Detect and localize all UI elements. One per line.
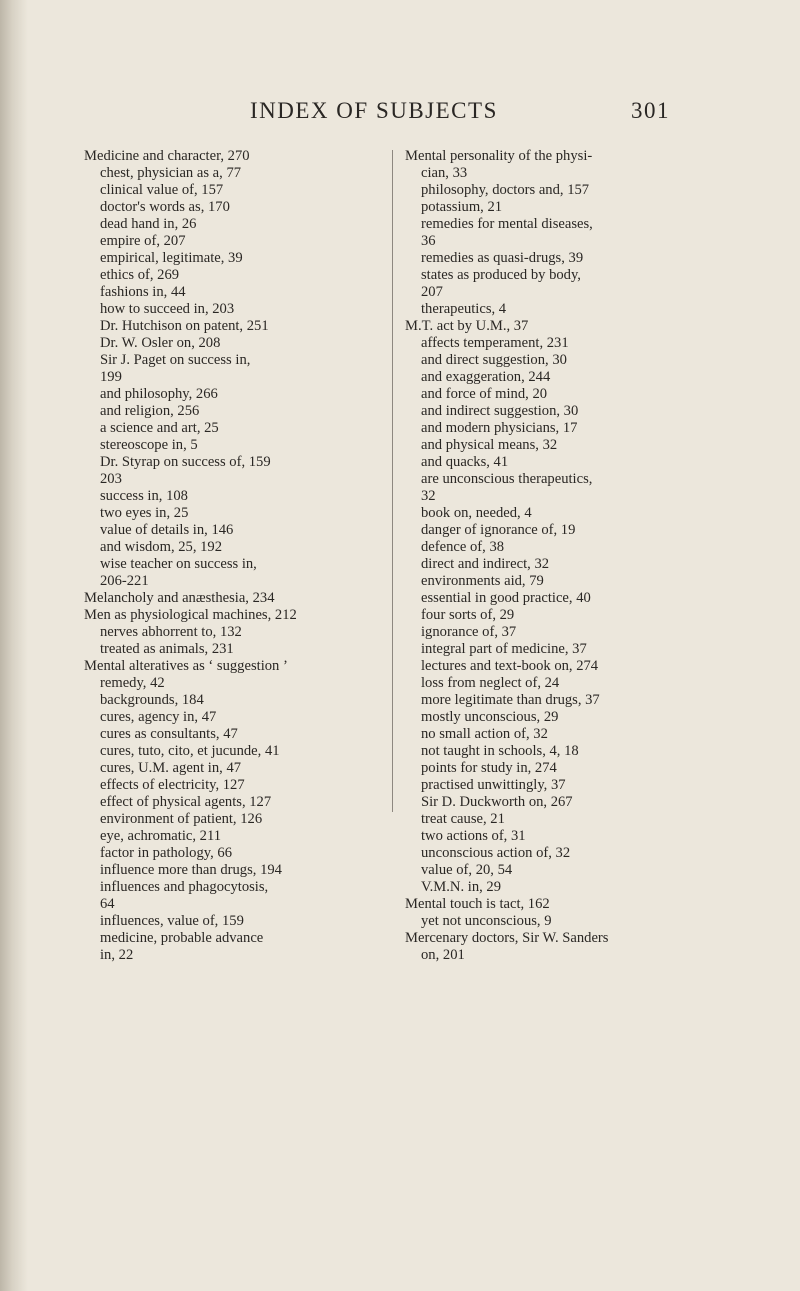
- index-entry-continuation: 64: [100, 896, 115, 912]
- index-subentry: states as produced by body,: [421, 267, 581, 283]
- index-subentry: value of details in, 146: [100, 522, 234, 538]
- column-divider: [392, 150, 393, 812]
- index-subentry: influence more than drugs, 194: [100, 862, 282, 878]
- index-entry-continuation: 207: [421, 284, 443, 300]
- index-subentry: and physical means, 32: [421, 437, 558, 453]
- index-column-left: [84, 148, 384, 964]
- index-subentry: therapeutics, 4: [421, 301, 507, 317]
- index-entry: Mental touch is tact, 162: [405, 896, 550, 912]
- index-subentry: treated as animals, 231: [100, 641, 234, 657]
- index-subentry: philosophy, doctors and, 157: [421, 182, 590, 198]
- index-subentry: two eyes in, 25: [100, 505, 189, 521]
- index-subentry: more legitimate than drugs, 37: [421, 692, 600, 708]
- index-subentry: not taught in schools, 4, 18: [421, 743, 579, 759]
- index-subentry: cures, agency in, 47: [100, 709, 217, 725]
- running-title: INDEX OF SUBJECTS: [250, 98, 498, 123]
- index-subentry: effects of electricity, 127: [100, 777, 245, 793]
- index-subentry: cures, tuto, cito, et jucunde, 41: [100, 743, 280, 759]
- index-subentry: and direct suggestion, 30: [421, 352, 567, 368]
- index-subentry: unconscious action of, 32: [421, 845, 571, 861]
- index-subentry: cures as consultants, 47: [100, 726, 238, 742]
- index-entry-continuation: on, 201: [421, 947, 465, 963]
- index-subentry: ethics of, 269: [100, 267, 180, 283]
- index-subentry: backgrounds, 184: [100, 692, 204, 708]
- index-subentry: Dr. Styrap on success of, 159: [100, 454, 271, 470]
- index-entry: Mental personality of the physi-: [405, 148, 593, 164]
- page-number: 301: [631, 98, 670, 123]
- index-subentry: a science and art, 25: [100, 420, 219, 436]
- index-subentry: fashions in, 44: [100, 284, 186, 300]
- index-subentry: four sorts of, 29: [421, 607, 515, 623]
- index-subentry: doctor's words as, 170: [100, 199, 230, 215]
- index-subentry: defence of, 38: [421, 539, 505, 555]
- index-subentry: nerves abhorrent to, 132: [100, 624, 242, 640]
- index-subentry: Sir D. Duckworth on, 267: [421, 794, 573, 810]
- index-entry-continuation: 206-221: [100, 573, 149, 589]
- index-subentry: empire of, 207: [100, 233, 186, 249]
- index-subentry: influences and phagocytosis,: [100, 879, 269, 895]
- index-subentry: Dr. Hutchison on patent, 251: [100, 318, 269, 334]
- index-subentry: cures, U.M. agent in, 47: [100, 760, 242, 776]
- index-column-right: [405, 148, 705, 964]
- index-entry: M.T. act by U.M., 37: [405, 318, 529, 334]
- index-subentry: remedies as quasi-drugs, 39: [421, 250, 584, 266]
- index-subentry: factor in pathology, 66: [100, 845, 232, 861]
- index-subentry: direct and indirect, 32: [421, 556, 550, 572]
- index-subentry: points for study in, 274: [421, 760, 557, 776]
- index-subentry: ignorance of, 37: [421, 624, 517, 640]
- index-subentry: influences, value of, 159: [100, 913, 244, 929]
- index-subentry: treat cause, 21: [421, 811, 505, 827]
- index-subentry: two actions of, 31: [421, 828, 526, 844]
- index-subentry: yet not unconscious, 9: [421, 913, 552, 929]
- index-subentry: affects temperament, 231: [421, 335, 569, 351]
- index-subentry: and modern physicians, 17: [421, 420, 578, 436]
- index-subentry: mostly unconscious, 29: [421, 709, 559, 725]
- index-subentry: danger of ignorance of, 19: [421, 522, 576, 538]
- index-subentry: value of, 20, 54: [421, 862, 513, 878]
- index-subentry: and philosophy, 266: [100, 386, 218, 402]
- index-subentry: and wisdom, 25, 192: [100, 539, 223, 555]
- index-subentry: Sir J. Paget on success in,: [100, 352, 251, 368]
- index-subentry: empirical, legitimate, 39: [100, 250, 243, 266]
- index-subentry: chest, physician as a, 77: [100, 165, 242, 181]
- index-subentry: and exaggeration, 244: [421, 369, 551, 385]
- index-subentry: are unconscious therapeutics,: [421, 471, 593, 487]
- index-subentry: integral part of medicine, 37: [421, 641, 587, 657]
- index-subentry: wise teacher on success in,: [100, 556, 257, 572]
- index-subentry: environment of patient, 126: [100, 811, 263, 827]
- index-entry: Medicine and character, 270: [84, 148, 250, 164]
- index-subentry: V.M.N. in, 29: [421, 879, 502, 895]
- index-subentry: effect of physical agents, 127: [100, 794, 272, 810]
- index-subentry: environments aid, 79: [421, 573, 544, 589]
- index-subentry: potassium, 21: [421, 199, 503, 215]
- index-entry-continuation: 199: [100, 369, 122, 385]
- index-subentry: and indirect suggestion, 30: [421, 403, 579, 419]
- index-subentry: how to succeed in, 203: [100, 301, 235, 317]
- index-subentry: and quacks, 41: [421, 454, 509, 470]
- index-subentry: clinical value of, 157: [100, 182, 224, 198]
- index-subentry: dead hand in, 26: [100, 216, 197, 232]
- index-subentry: stereoscope in, 5: [100, 437, 198, 453]
- index-entry-continuation: cian, 33: [421, 165, 468, 181]
- index-subentry: lectures and text-book on, 274: [421, 658, 599, 674]
- index-subentry: loss from neglect of, 24: [421, 675, 560, 691]
- index-entry-continuation: 203: [100, 471, 122, 487]
- index-subentry: practised unwittingly, 37: [421, 777, 566, 793]
- index-entry: Mental alteratives as ‘ suggestion ’: [84, 658, 288, 674]
- index-subentry: and force of mind, 20: [421, 386, 548, 402]
- index-entry-continuation: remedy, 42: [100, 675, 165, 691]
- index-entry-continuation: 36: [421, 233, 436, 249]
- index-subentry: no small action of, 32: [421, 726, 548, 742]
- index-entry: Men as physiological machines, 212: [84, 607, 297, 623]
- index-entry-continuation: in, 22: [100, 947, 134, 963]
- index-entry-continuation: 32: [421, 488, 436, 504]
- index-entry: Melancholy and anæsthesia, 234: [84, 590, 275, 606]
- index-entry: Mercenary doctors, Sir W. Sanders: [405, 930, 609, 946]
- index-subentry: Dr. W. Osler on, 208: [100, 335, 221, 351]
- index-subentry: essential in good practice, 40: [421, 590, 591, 606]
- index-subentry: eye, achromatic, 211: [100, 828, 222, 844]
- index-subentry: book on, needed, 4: [421, 505, 532, 521]
- index-subentry: success in, 108: [100, 488, 188, 504]
- page-edge-shadow: [0, 0, 28, 1291]
- index-subentry: and religion, 256: [100, 403, 200, 419]
- index-subentry: remedies for mental diseases,: [421, 216, 593, 232]
- index-subentry: medicine, probable advance: [100, 930, 264, 946]
